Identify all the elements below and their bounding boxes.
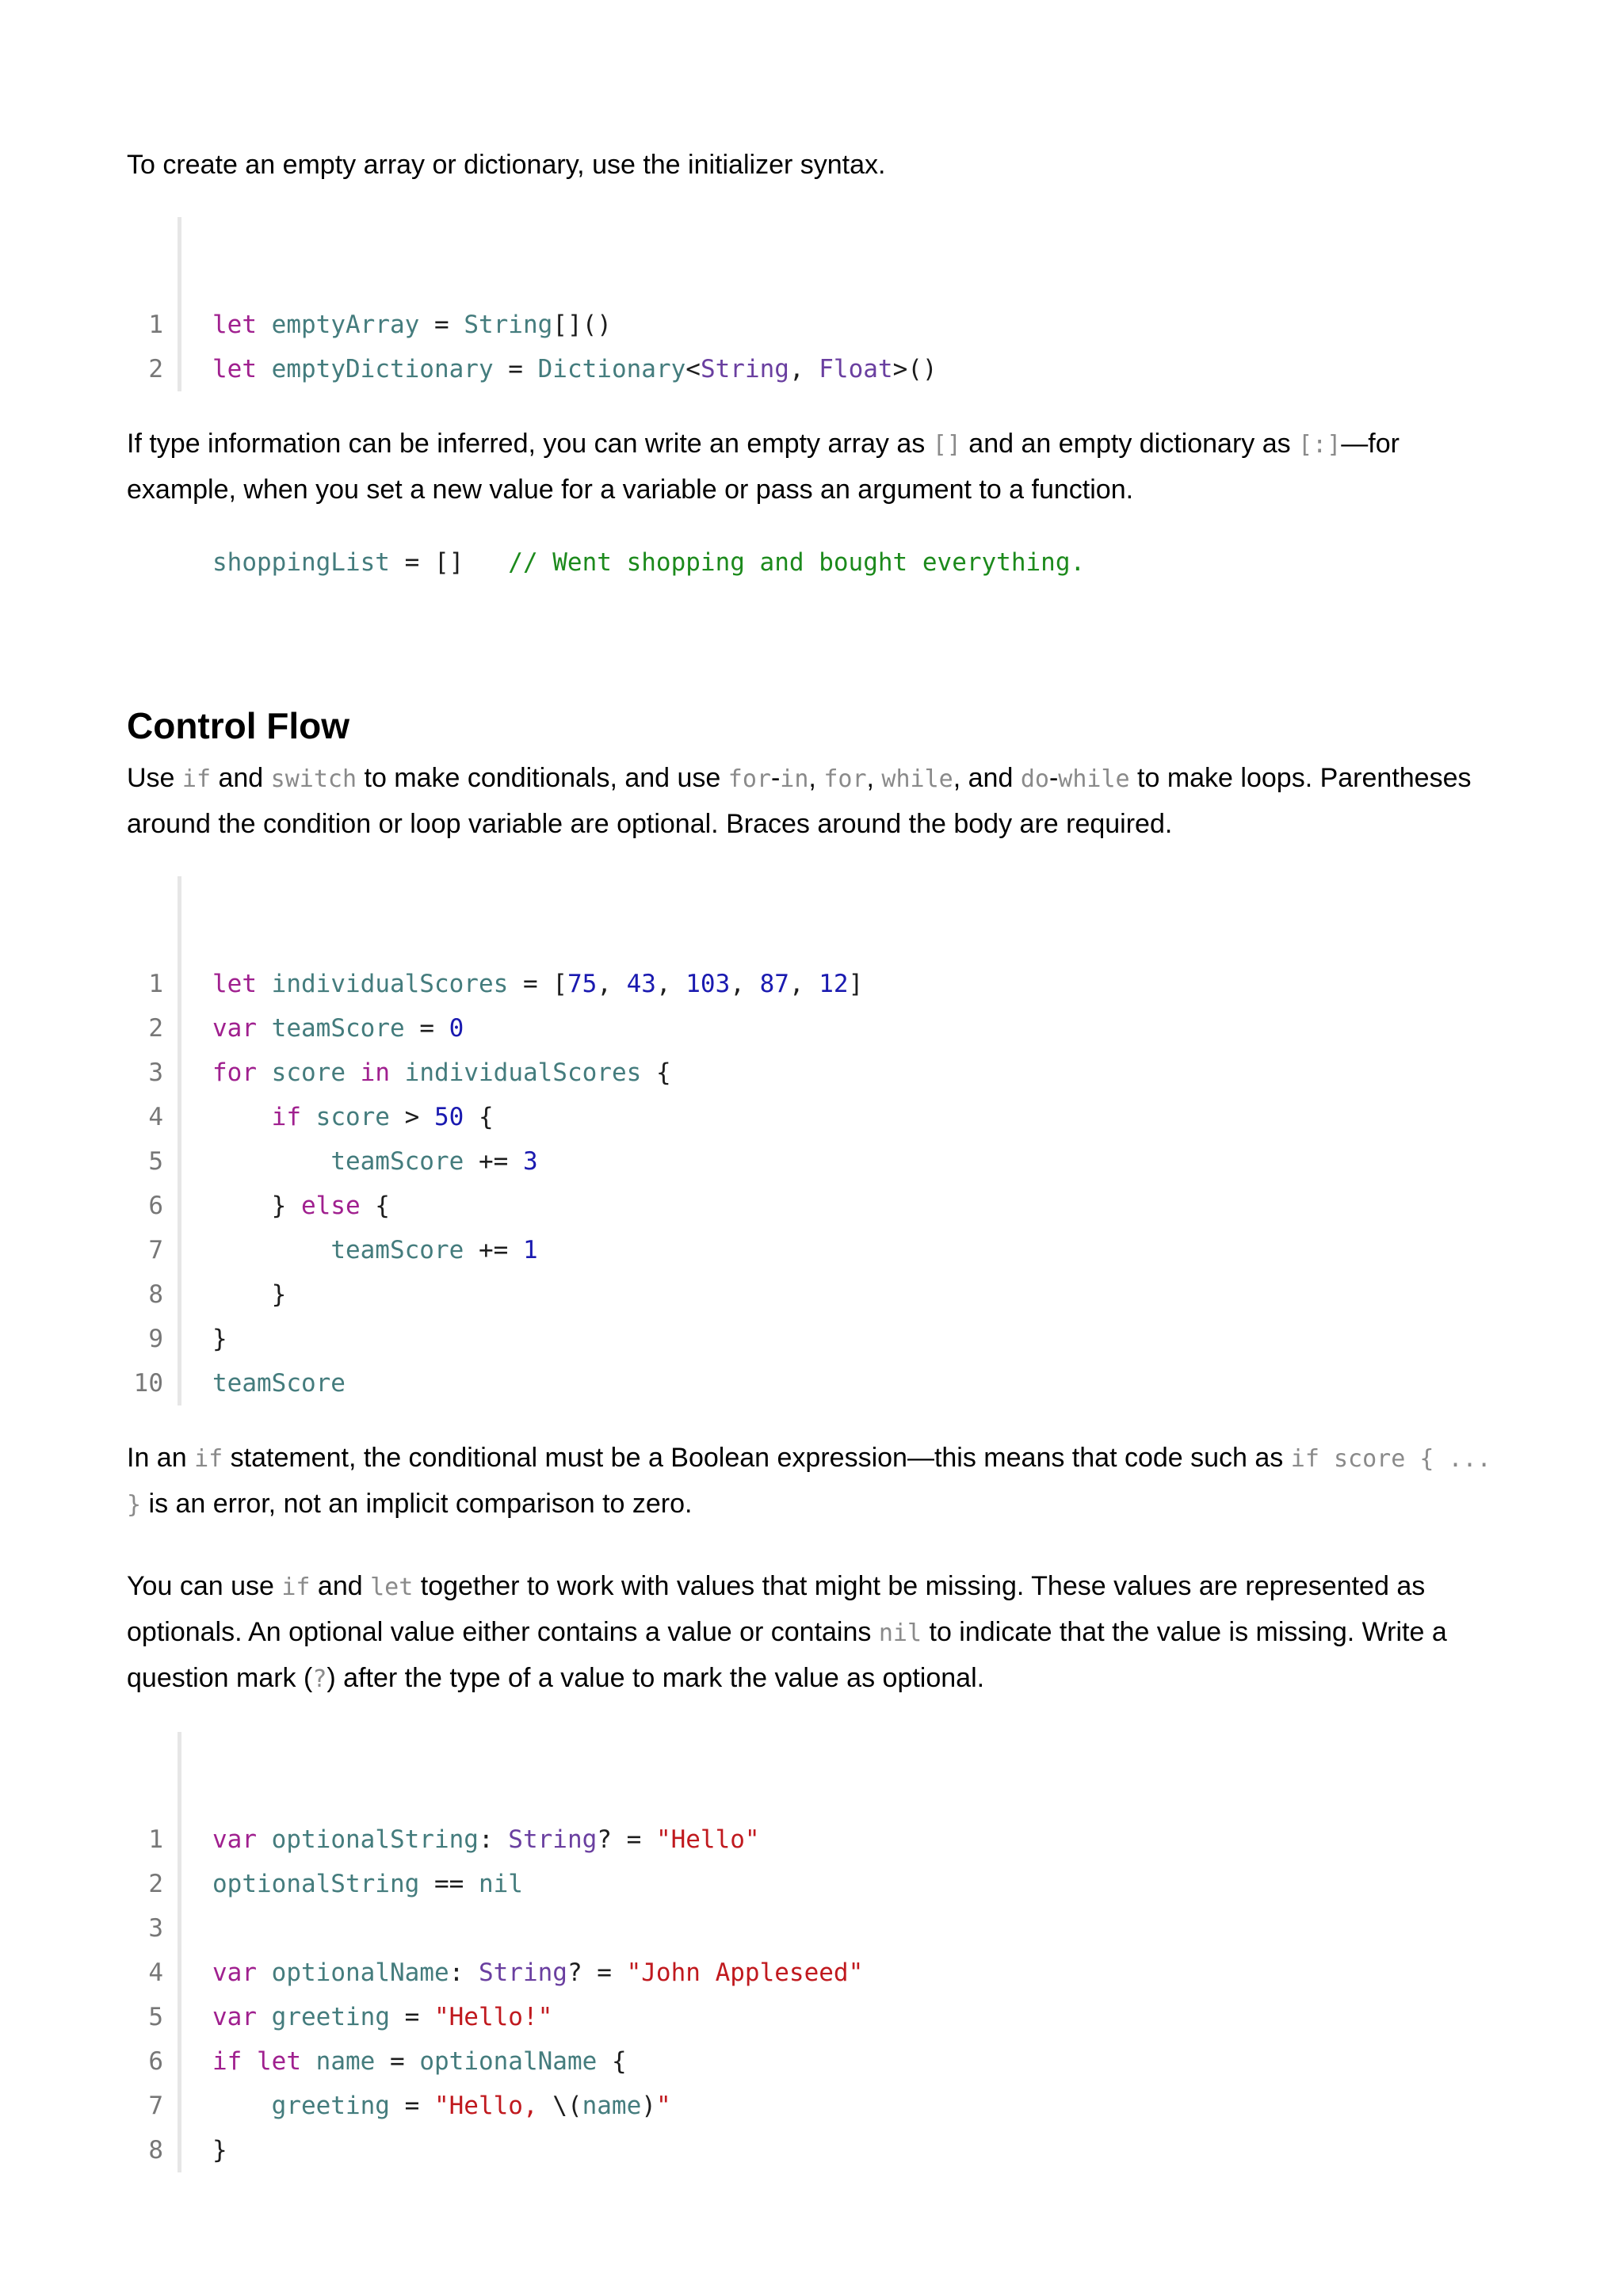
code-block-shopping-list [127,540,1506,585]
code-token [346,1058,361,1087]
code-token: += [464,1236,523,1264]
code-line [127,1906,1506,1951]
code-text [173,1958,863,1987]
code-line [127,1817,1506,1862]
inline-code: while [881,765,953,793]
paragraph-empty-collections: To create an empty array or dictionary, use the initializer syntax. [127,150,886,180]
paragraph-type-inference [127,421,1506,512]
code-line [127,1051,1506,1095]
code-token: shoppingList [212,548,390,577]
code-line [127,1317,1506,1361]
code-token: let [257,2047,301,2076]
code-text [173,1825,760,1854]
code-token: teamScore [271,1014,405,1043]
code-token: { [360,1192,390,1220]
code-line [127,2039,1506,2084]
code-token [212,2092,272,2120]
code-text [173,548,1085,577]
line-number: 7 [148,1236,163,1264]
text: to make loops. Parentheses around the condition or loop variable are optional. Braces around the body are required. [127,763,1472,839]
code-token [257,311,272,339]
code-token: = [375,2047,420,2076]
code-token [257,355,272,383]
code-token: 1 [522,1236,538,1264]
code-token: var [212,1825,257,1854]
code-token: ? = [567,1958,627,1987]
text: If type information can be inferred, you can write an empty array as [127,429,933,459]
paragraph-optionals [127,1564,1506,1702]
code-token: 43 [626,970,656,998]
line-number: 2 [148,1870,163,1898]
line-number: 2 [148,1014,163,1043]
code-token: String [700,355,789,383]
text: and an empty dictionary as [960,429,1299,459]
code-token: teamScore [212,1369,346,1398]
code-line [127,347,1506,391]
line-number: 6 [148,2047,163,2076]
code-token: { [597,2047,627,2076]
code-text [173,1369,346,1398]
line-number: 7 [148,2092,163,2120]
inline-code: while [1058,765,1130,793]
code-token: " [655,2092,671,2120]
code-token: optionalString [212,1870,420,1898]
text: together to work with values that might be missing. These values are represented as optionals. An optional value either contains a value or contains [127,1571,1426,1647]
code-token: { [641,1058,671,1087]
code-token: 50 [433,1103,464,1131]
code-token: var [212,1958,257,1987]
code-token: < [685,355,701,383]
code-token: ? = [597,1825,656,1854]
code-gutter-bar [178,1732,181,2172]
line-number: 1 [148,1825,163,1854]
code-token: var [212,2003,257,2031]
code-token: score [271,1058,346,1087]
code-token: 75 [567,970,598,998]
code-token: Float [819,355,893,383]
code-token: ) [641,2092,656,2120]
code-token [242,2047,257,2076]
code-line [127,303,1506,347]
code-text [173,1236,538,1264]
inline-code: for [823,765,867,793]
code-token: , [789,970,819,998]
text: to make conditionals, and use [357,763,728,793]
code-token: = [389,2092,434,2120]
code-token: = [404,1014,449,1043]
code-token: == [419,1870,479,1898]
code-token: ] [848,970,864,998]
code-token: teamScore [330,1236,464,1264]
code-token: "Hello!" [433,2003,553,2031]
code-gutter-bar [178,876,181,1405]
code-line [127,1862,1506,1906]
inline-code: if [181,765,212,793]
line-number: 8 [148,1280,163,1309]
code-token: optionalName [271,1958,449,1987]
code-token: = [] [389,548,509,577]
code-text [173,311,612,339]
code-gutter-bar [178,217,181,391]
code-token: nil [478,1870,523,1898]
paragraph-control-flow [127,756,1506,846]
code-line [127,1995,1506,2039]
code-token: name [582,2092,642,2120]
code-token: : [449,1958,479,1987]
code-token: Dictionary [537,355,686,383]
code-text [173,1192,390,1220]
code-text [173,1147,538,1176]
code-token: optionalName [419,2047,598,2076]
code-text [173,1280,286,1309]
line-number: 10 [133,1369,163,1398]
code-token: individualScores [404,1058,642,1087]
line-number: 2 [148,355,163,383]
code-token [257,1058,272,1087]
inline-code: if [194,1445,223,1473]
inline-code: let [370,1573,414,1601]
code-token: String [464,311,553,339]
code-token [301,2047,316,2076]
code-token: += [464,1147,523,1176]
code-token [257,970,272,998]
code-token: []() [552,311,612,339]
code-token [212,1236,330,1264]
code-token: for [212,1058,257,1087]
code-token: greeting [271,2092,390,2120]
text: - [1048,763,1059,793]
code-token: = [ [508,970,567,998]
code-token: let [212,355,257,383]
code-token: String [478,1958,567,1987]
code-block-optionals [127,1732,1506,2172]
code-block-scores [127,876,1506,1405]
inline-code: ? [312,1665,327,1693]
code-line [127,540,1506,585]
code-token: let [212,970,257,998]
text: - [770,763,781,793]
code-line [127,1139,1506,1184]
code-line [127,2084,1506,2128]
inline-code: [] [932,431,961,459]
code-text [173,970,863,998]
text: , [808,763,824,793]
line-number: 1 [148,970,163,998]
line-number: 4 [148,1958,163,1987]
code-token [301,1103,316,1131]
text: You can use [127,1571,282,1601]
code-line [127,1095,1506,1139]
code-token: , [730,970,760,998]
inline-code: if score { ... } [127,1445,1491,1519]
code-token: } [212,1325,227,1353]
inline-code: for [727,765,771,793]
code-token: score [315,1103,390,1131]
code-line [127,1361,1506,1405]
code-text [173,2003,552,2031]
line-number: 3 [148,1914,163,1943]
code-token: 12 [819,970,849,998]
code-token: , [789,355,819,383]
line-number: 6 [148,1192,163,1220]
code-text [173,1103,494,1131]
section-heading: Control Flow [127,705,350,746]
code-token: 87 [759,970,789,998]
code-token [257,2003,272,2031]
code-text [173,2047,627,2076]
line-number: 9 [148,1325,163,1353]
text: Use [127,763,182,793]
code-line [127,2128,1506,2172]
text: statement, the conditional must be a Boolean expression—this means that code such as [223,1443,1291,1473]
code-line [127,962,1506,1006]
text: In an [127,1443,195,1473]
text: and [310,1571,371,1601]
code-token: { [464,1103,494,1131]
code-block-empty-collections [127,217,1506,391]
code-token: 0 [449,1014,464,1043]
paragraph-boolean-condition [127,1436,1506,1527]
document-page [127,143,1506,2172]
code-token: } [212,1192,301,1220]
code-token: individualScores [271,970,509,998]
text: , [866,763,882,793]
code-token: , [597,970,627,998]
code-token [212,1147,330,1176]
line-number: 8 [148,2136,163,2164]
code-token: "John Appleseed" [626,1958,864,1987]
code-token: // Went shopping and bought everything. [508,548,1086,577]
code-token: in [360,1058,390,1087]
text: is an error, not an implicit comparison to zero. [141,1489,693,1519]
code-text [173,1058,671,1087]
line-number: 1 [148,311,163,339]
code-token [257,1958,272,1987]
code-token: = [389,2003,434,2031]
code-token: = [419,311,464,339]
code-token: var [212,1014,257,1043]
code-token: } [212,1280,287,1309]
code-token: } [212,2136,227,2164]
code-token: emptyDictionary [271,355,494,383]
code-token: if [271,1103,301,1131]
text: and [211,763,271,793]
code-token: >() [892,355,938,383]
code-token: 103 [685,970,731,998]
code-token [212,1103,272,1131]
inline-code: switch [270,765,357,793]
text: —for example, when you set a new value for a variable or pass an argument to a function. [127,429,1400,505]
code-line [127,1006,1506,1051]
line-number: 5 [148,2003,163,2031]
code-token: > [389,1103,434,1131]
code-token: greeting [271,2003,390,2031]
inline-code: if [281,1573,311,1601]
code-text [173,355,938,383]
code-token: \( [552,2092,582,2120]
inline-code: do [1020,765,1049,793]
code-token: : [478,1825,509,1854]
code-line [127,1272,1506,1317]
code-token: "Hello" [655,1825,760,1854]
text: , and [953,763,1021,793]
text: to indicate that the value is missing. Write a question mark ( [127,1617,1447,1693]
code-token: , [655,970,686,998]
code-token: emptyArray [271,311,420,339]
code-text [173,1870,523,1898]
line-number: 3 [148,1058,163,1087]
code-token: if [212,2047,242,2076]
code-token [390,1058,405,1087]
code-token: name [315,2047,376,2076]
code-text [173,2092,671,2120]
code-line [127,1951,1506,1995]
code-line [127,1228,1506,1272]
inline-code: [:] [1298,431,1342,459]
inline-code: nil [878,1619,922,1647]
code-line [127,1184,1506,1228]
code-token: let [212,311,257,339]
code-token: = [493,355,538,383]
code-token [257,1825,272,1854]
code-token: teamScore [330,1147,464,1176]
code-token [257,1014,272,1043]
code-token: "Hello, [433,2092,553,2120]
line-number: 5 [148,1147,163,1176]
line-number: 4 [148,1103,163,1131]
code-token: 3 [522,1147,538,1176]
inline-code: in [780,765,809,793]
text: ) after the type of a value to mark the value as optional. [327,1663,985,1693]
code-token: else [300,1192,361,1220]
code-text [173,1014,464,1043]
code-token: optionalString [271,1825,479,1854]
code-token: String [508,1825,598,1854]
